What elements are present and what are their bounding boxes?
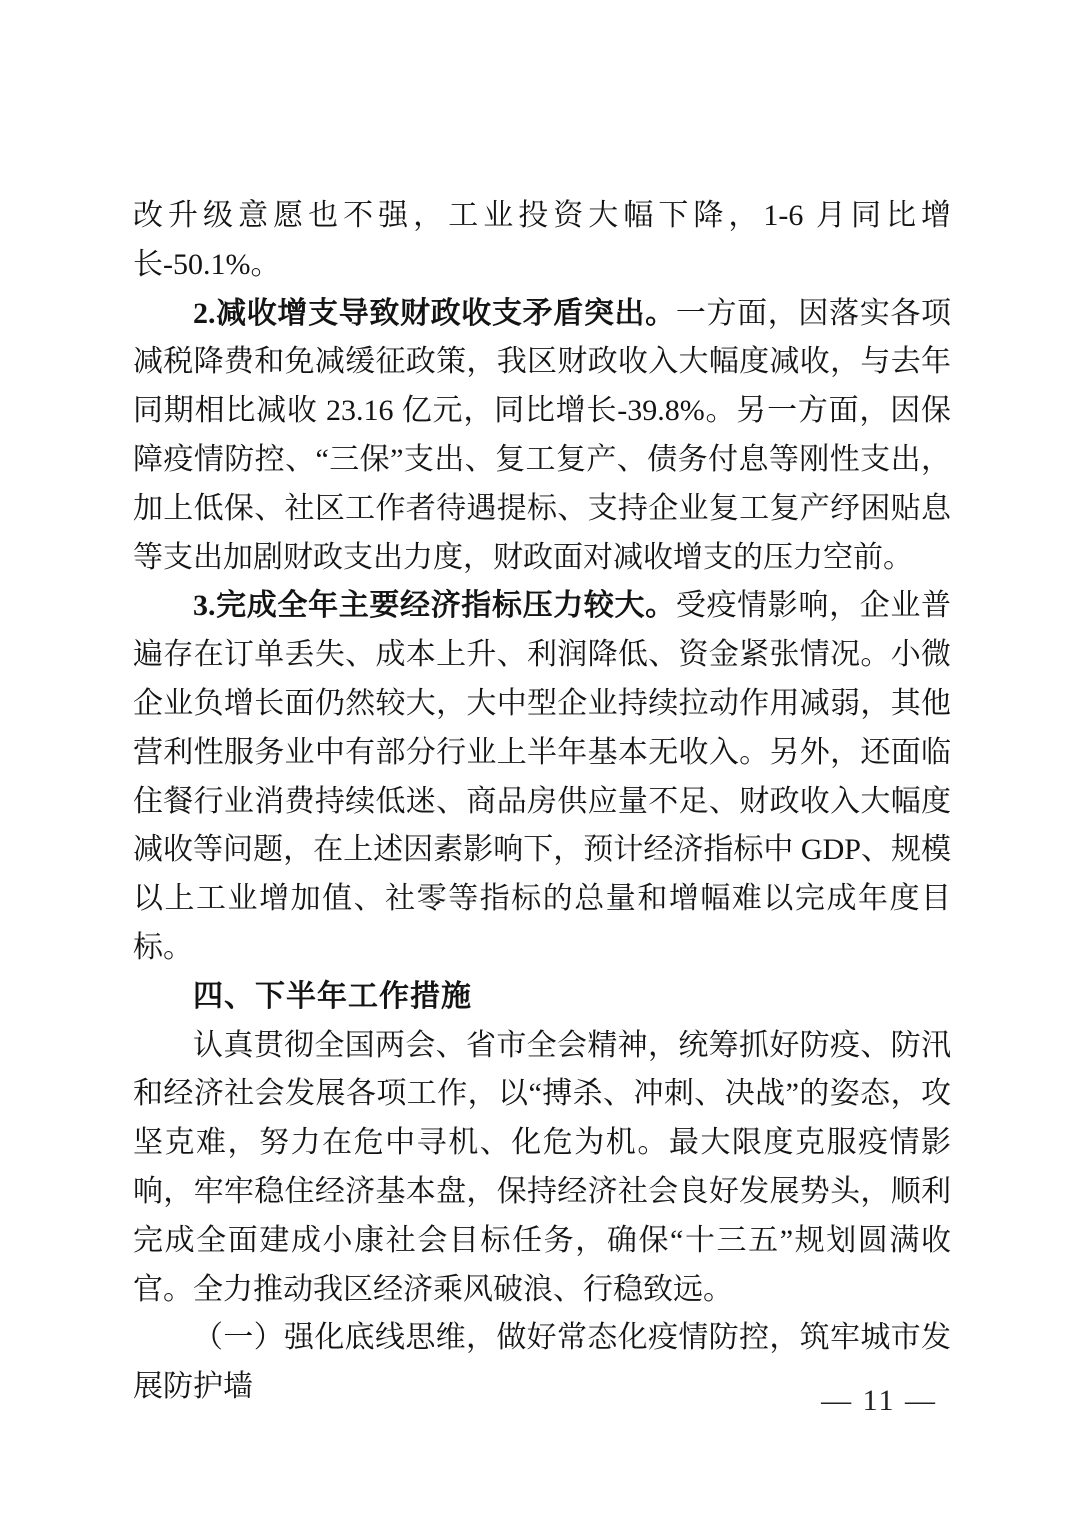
document-body bbox=[133, 192, 951, 1412]
paragraph-industry-investment: 改升级意愿也不强，工业投资大幅下降，1-6 月同比增长-50.1%。 bbox=[133, 199, 951, 281]
page-number: — 11 — bbox=[821, 1384, 937, 1417]
subsection-heading-epidemic-prevention: （一）强化底线思维，做好常态化疫情防控，筑牢城市发展防护墙 bbox=[133, 1321, 951, 1404]
paragraph-fiscal-contradiction-lead: 2.减收增支导致财政收支矛盾突出。 bbox=[193, 296, 676, 330]
paragraph-economic-targets bbox=[133, 582, 951, 972]
paragraph-economic-targets-text: 受疫情影响，企业普遍存在订单丢失、成本上升、利润降低、资金紧张情况。小微企业负增长面仍然较大，大中型企业持续拉动作用减弱，其他营利性服务业中有部分行业上半年基本无收入。另外，还面临住餐行业消费持续低迷、商品房供应量不足、财政收入大幅度减收等问题，在上述因素影响下，预计经济指标中 GDP、规模以上工业增加值、社零等指标的总量和增幅难以完成年度目标。 bbox=[133, 589, 952, 964]
paragraph-fiscal-contradiction-text: 一方面，因落实各项减税降费和免减缓征政策，我区财政收入大幅度减收，与去年同期相比减收 23.16 亿元，同比增长-39.8%。另一方面，因保障疫情防控、“三保”支出、复工复产、债务付息等刚性支出，加上低保、社区工作者待遇提标、支持企业复工复产纾困贴息等支出加剧财政支出力度，财政面对减收增支的压力空前。 bbox=[133, 296, 952, 574]
paragraph-work-measures-intro: 认真贯彻全国两会、省市全会精神，统筹抓好防疫、防汛和经济社会发展各项工作，以“搏杀、冲刺、决战”的姿态，攻坚克难，努力在危中寻机、化危为机。最大限度克服疫情影响，牢牢稳住经济基本盘，保持经济社会良好发展势头，顺利完成全面建成小康社会目标任务，确保“十三五”规划圆满收官。全力推动我区经济乘风破浪、行稳致远。 bbox=[133, 1028, 951, 1306]
section-heading-second-half-measures: 四、下半年工作措施 bbox=[193, 979, 472, 1013]
paragraph-economic-targets-lead: 3.完成全年主要经济指标压力较大。 bbox=[193, 589, 676, 623]
paragraph-fiscal-contradiction bbox=[133, 290, 951, 583]
